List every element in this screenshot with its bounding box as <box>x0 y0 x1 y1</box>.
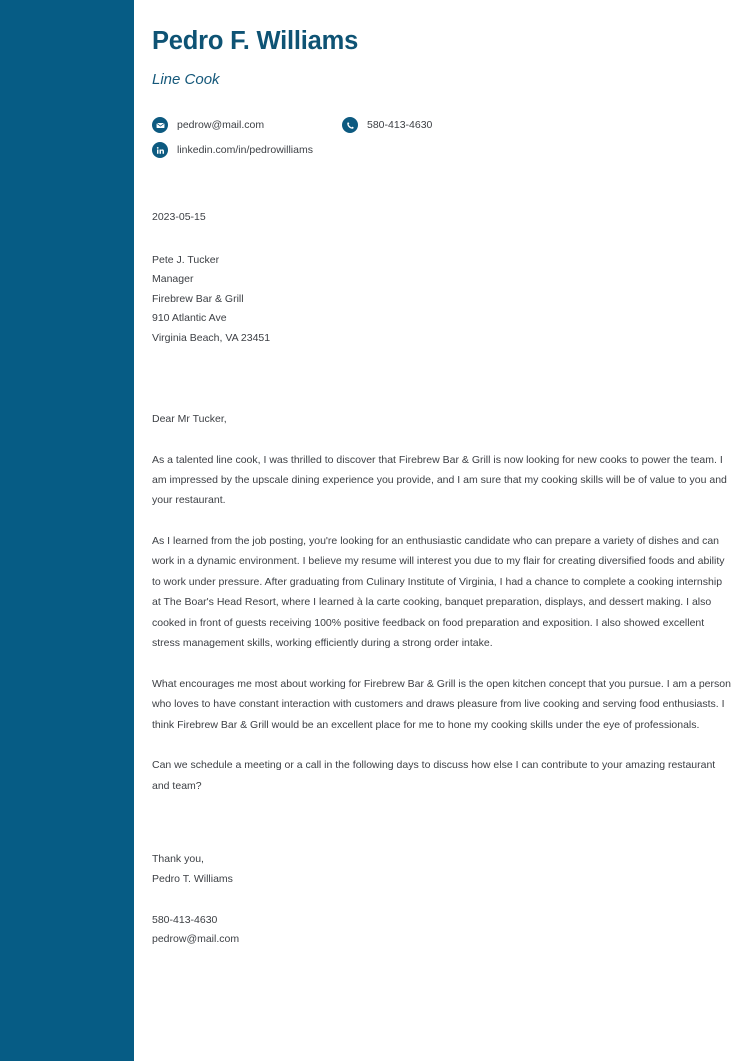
letter-paragraph-2: As I learned from the job posting, you're looking for an enthusiastic candidate who can prepare a variety of dishes and can work in a dynamic environment. I believe my resume will interest you due to my flair for creating diversified foods and ability to work under pressure. After graduating from Culinary Institute of Virginia, I had a chance to complete a cooking internship at The Boar's Head Resort, where I learned à la carte cooking, banquet preparation, displays, and dessert making. I also cooked in front of guests receiving 100% positive feedback on food preparation and exposition. I also showed excellent stress management skills, working efficiently during a strong order intake. <box>152 534 725 650</box>
job-title: Line Cook <box>152 70 220 88</box>
letter-paragraph-3: What encourages me most about working for Firebrew Bar & Grill is the open kitchen concept that you pursue. I am a person who loves to have constant interaction with customers and draws pleasure from live cooking and serving food enthusiasts. I think Firebrew Bar & Grill would be an excellent place for me to hone my cooking skills under the eye of professionals. <box>152 677 731 731</box>
contact-linkedin[interactable] <box>152 142 342 158</box>
contact-row-primary <box>152 117 732 133</box>
recipient-title: Manager <box>152 273 194 286</box>
contact-row-secondary <box>152 142 732 158</box>
phone-icon <box>342 117 358 133</box>
recipient-city-state-zip: Virginia Beach, VA 23451 <box>152 331 271 344</box>
contact-email[interactable] <box>152 117 342 133</box>
letter-paragraph-4: Can we schedule a meeting or a call in the following days to discuss how else I can contribute to your amazing restaurant and team? <box>152 759 716 792</box>
contact-email-text: pedrow@mail.com <box>177 118 265 131</box>
signature-contact-block <box>152 911 732 950</box>
contact-phone[interactable] <box>342 117 432 133</box>
contact-linkedin-text: linkedin.com/in/pedrowilliams <box>177 143 313 156</box>
recipient-street: 910 Atlantic Ave <box>152 312 227 325</box>
closing-phrase: Thank you, <box>152 853 204 866</box>
linkedin-icon <box>152 142 168 158</box>
letter-content <box>134 0 750 1061</box>
closing-block <box>152 850 732 889</box>
letter-paragraph-1: As a talented line cook, I was thrilled to discover that Firebrew Bar & Grill is now looking for new cooks to power the team. I am impressed by the upscale dining experience you provide, and I am sure that my cooking skills will be of value to you and your restaurant. <box>152 453 727 507</box>
contact-block <box>152 117 732 158</box>
contact-phone-text: 580-413-4630 <box>367 118 433 131</box>
salutation: Dear Mr Tucker, <box>152 413 227 426</box>
recipient-address-block <box>152 251 732 348</box>
signature-name: Pedro T. Williams <box>152 872 233 885</box>
decorative-sidebar <box>0 0 134 1061</box>
signature-phone: 580-413-4630 <box>152 913 218 926</box>
letter-date: 2023-05-15 <box>152 211 206 224</box>
recipient-company: Firebrew Bar & Grill <box>152 292 244 305</box>
page-title: Pedro F. Williams <box>152 27 359 55</box>
signature-email: pedrow@mail.com <box>152 933 240 946</box>
envelope-icon <box>152 117 168 133</box>
recipient-name: Pete J. Tucker <box>152 254 220 267</box>
